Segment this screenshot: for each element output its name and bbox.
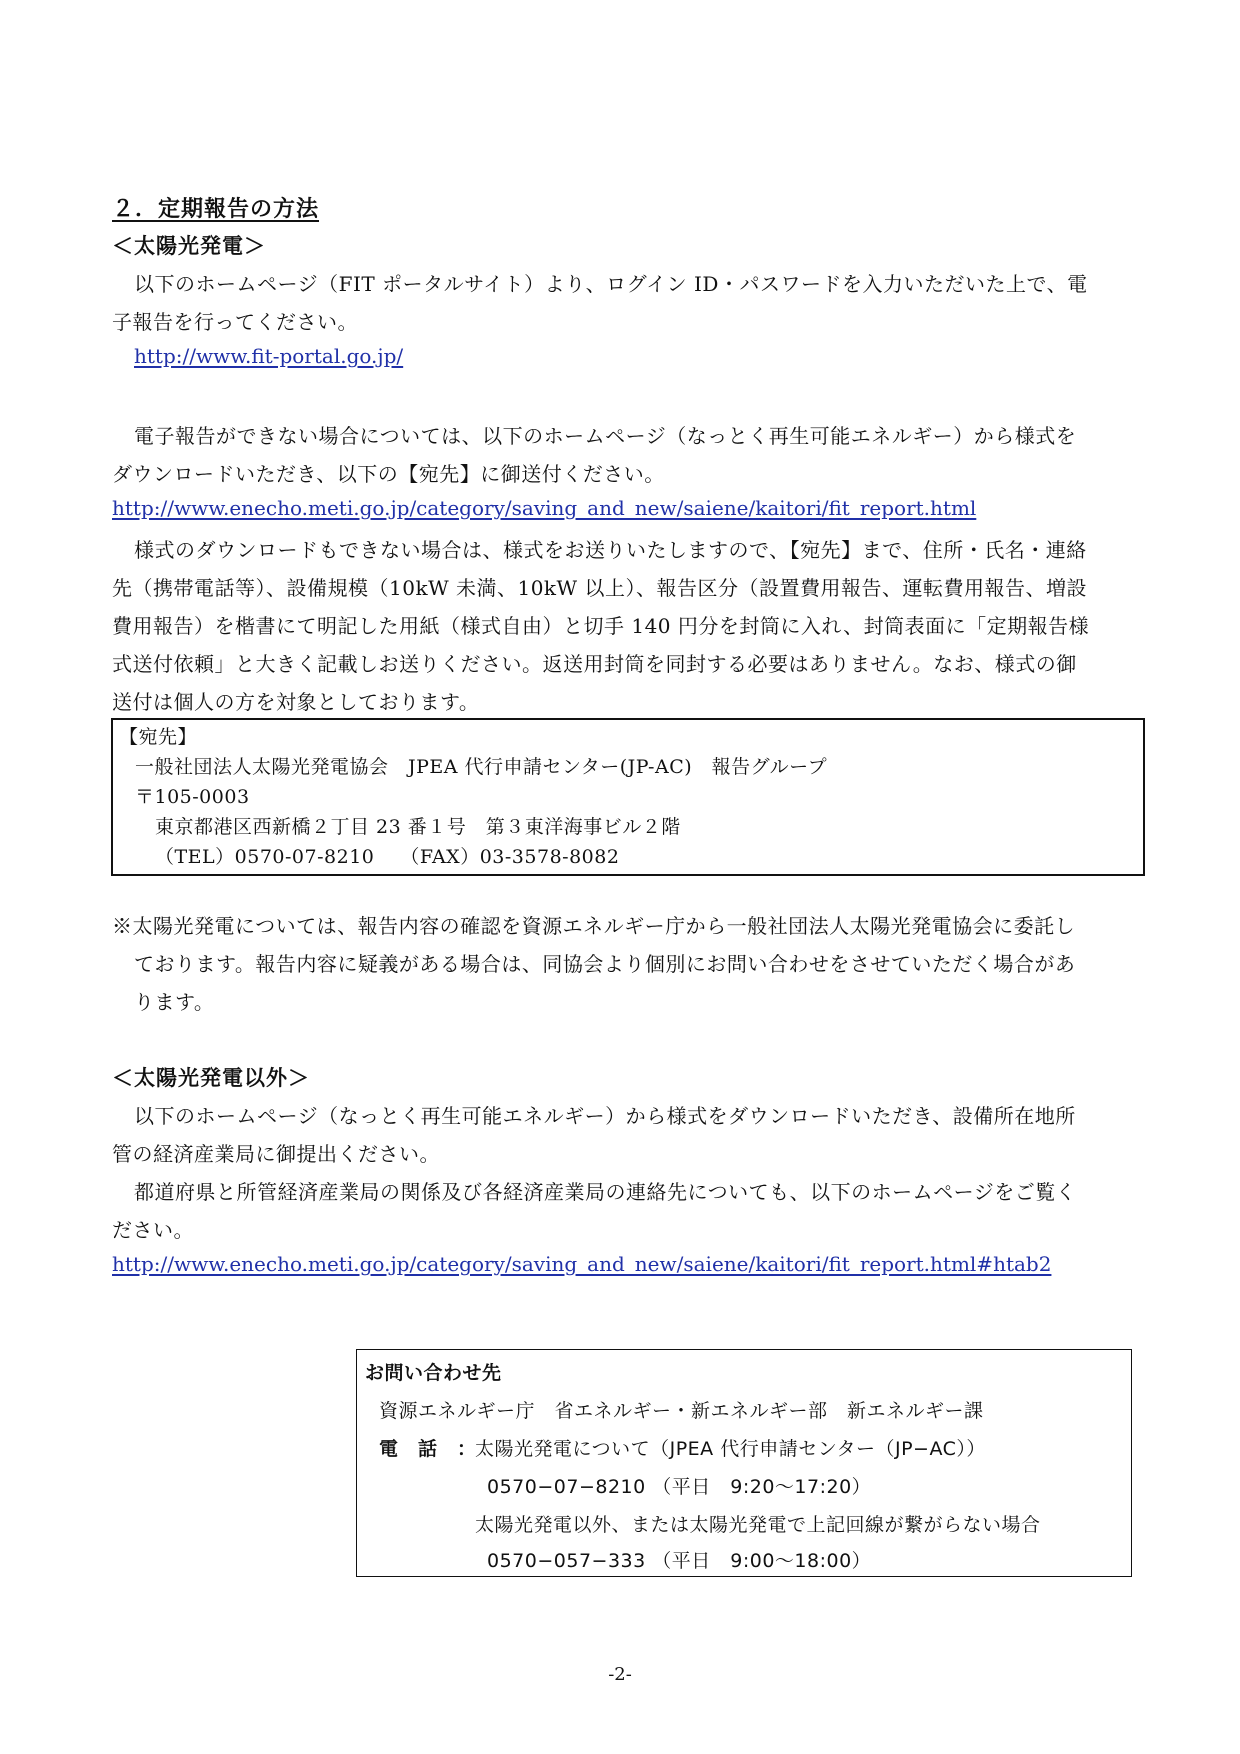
solar-paragraph-3-line-3: 費用報告）を楷書にて明記した用紙（様式自由）と切手 140 円分を封筒に入れ、封筒表面に「定期報告様 [112,614,1090,638]
note-line-2: ております。報告内容に疑義がある場合は、同協会より個別にお問い合わせをさせていただく場合があ [134,952,1076,976]
solar-paragraph-2-line-1: 電子報告ができない場合については、以下のホームページ（なっとく再生可能エネルギー）から様式を [134,424,1077,448]
fit-report-link[interactable]: http://www.enecho.meti.go.jp/category/saving_and_new/saiene/kaitori/fit_report.html [112,496,977,520]
solar-paragraph-3-line-2: 先（携帯電話等）、設備規模（10kW 未満、10kW 以上）、報告区分（設置費用報告、運転費用報告、増設 [112,576,1087,600]
non-solar-paragraph-1-line-1: 以下のホームページ（なっとく再生可能エネルギー）から様式をダウンロードいただき、設備所在地所 [134,1104,1076,1128]
solar-paragraph-1-line-1: 以下のホームページ（FIT ポータルサイト）より、ログイン ID・パスワードを入力いただいた上で、電 [134,272,1088,296]
contact-solar-label: 太陽光発電について（JPEA 代行申請センター（JP−AC）） [475,1438,986,1460]
solar-paragraph-2-line-2: ダウンロードいただき、以下の【宛先】に御送付ください。 [112,462,665,486]
contact-other-label: 太陽光発電以外、または太陽光発電で上記回線が繋がらない場合 [475,1514,1041,1536]
solar-paragraph-3-line-1: 様式のダウンロードもできない場合は、様式をお送りいたしますので、【宛先】まで、住所・氏名・連絡 [134,538,1087,562]
contact-title: お問い合わせ先 [365,1362,502,1384]
address-label: 【宛先】 [119,726,198,748]
non-solar-paragraph-2-line-1: 都道府県と所管経済産業局の関係及び各経済産業局の連絡先についても、以下のホームページをご覧く [134,1180,1077,1204]
contact-phone-label: 電 話 ： [379,1438,477,1460]
section-title: ２．定期報告の方法 [112,197,320,222]
solar-paragraph-1-line-2: 子報告を行ってください。 [112,310,358,334]
note-line-1: ※太陽光発電については、報告内容の確認を資源エネルギー庁から一般社団法人太陽光発電協会に委託し [112,914,1076,938]
address-street: 東京都港区西新橋２丁目 23 番１号 第３東洋海事ビル２階 [155,816,681,838]
non-solar-paragraph-2-line-2: ださい。 [112,1218,194,1242]
address-organization: 一般社団法人太陽光発電協会 JPEA 代行申請センター(JP-AC) 報告グループ [135,756,828,778]
page-number: -2- [608,1664,632,1685]
contact-other-number: 0570−057−333 （平日 9:00〜18:00） [487,1550,872,1572]
non-solar-heading: ＜太陽光発電以外＞ [112,1066,310,1090]
contact-department: 資源エネルギー庁 省エネルギー・新エネルギー部 新エネルギー課 [379,1400,984,1422]
solar-paragraph-3-line-4: 式送付依頼」と大きく記載しお送りください。返送用封筒を同封する必要はありません。なお、様式の御 [112,652,1077,676]
solar-paragraph-3-line-5: 送付は個人の方を対象としております。 [112,690,480,714]
non-solar-paragraph-1-line-2: 管の経済産業局に御提出ください。 [112,1142,440,1166]
address-postal-code: 〒105-0003 [135,786,250,808]
address-box [111,718,1145,876]
fit-portal-link[interactable]: http://www.fit-portal.go.jp/ [134,344,404,368]
contact-solar-number: 0570−07−8210 （平日 9:20〜17:20） [487,1476,872,1498]
fit-report-htab2-link[interactable]: http://www.enecho.meti.go.jp/category/saving_and_new/saiene/kaitori/fit_report.html#htab2 [112,1252,1052,1276]
note-line-3: ります。 [134,990,215,1014]
address-phone-fax: （TEL）0570-07-8210 （FAX）03-3578-8082 [155,846,620,868]
solar-heading: ＜太陽光発電＞ [112,234,266,258]
contact-box [356,1349,1132,1577]
